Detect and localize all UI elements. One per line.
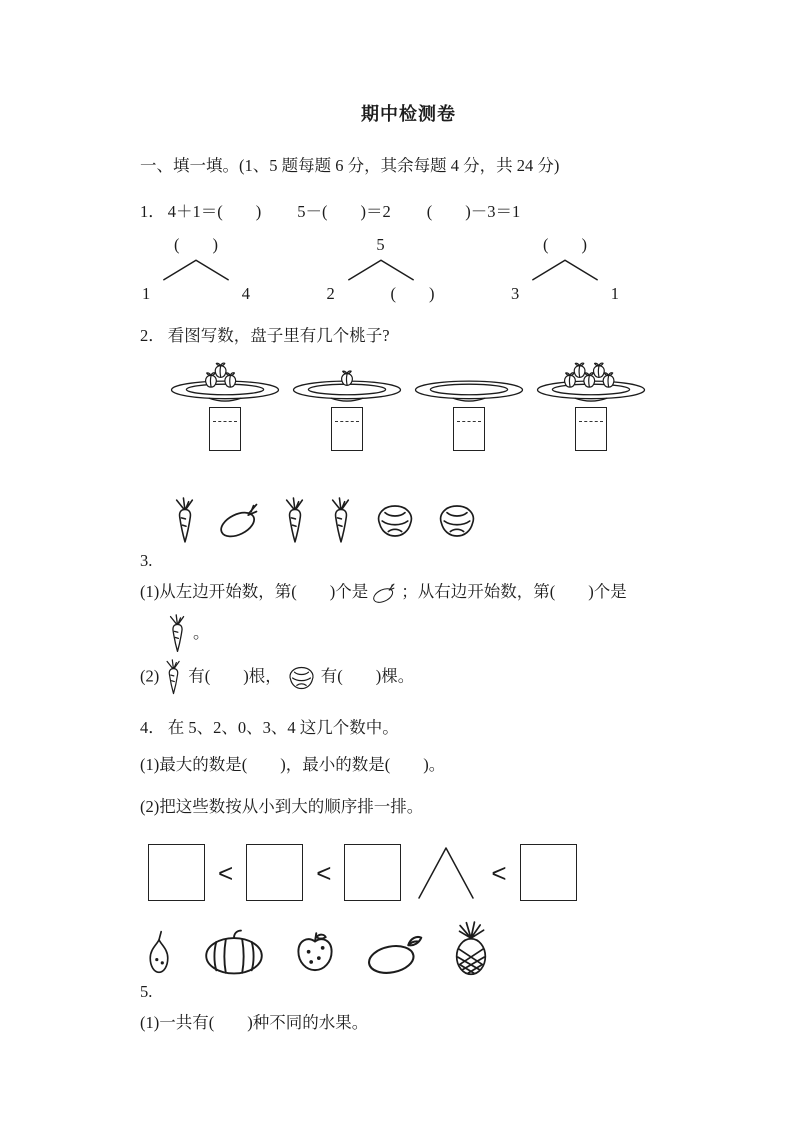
apple-icon xyxy=(292,930,338,976)
q1-expression-1 xyxy=(140,198,261,222)
peach-icon xyxy=(594,363,605,377)
q1-expression-3: ( )－3＝1 xyxy=(426,202,521,221)
bond-2-left-value: 2 xyxy=(326,284,335,303)
q4-part1: (1)最大的数是( )，最小的数是( )。 xyxy=(140,755,446,774)
question-2-line xyxy=(140,322,677,346)
order-box-4 xyxy=(520,844,577,901)
less-than-sign: < xyxy=(218,857,234,888)
question-5-number: 5. xyxy=(140,982,153,1001)
carrot-icon xyxy=(326,497,356,545)
bond-1-top-value: ( ) xyxy=(174,235,218,254)
peach-icon xyxy=(574,363,585,377)
q3-part2 xyxy=(140,659,677,696)
order-sequence-row xyxy=(148,844,677,901)
page-title: 期中检测卷 xyxy=(361,104,456,124)
vegetables-row xyxy=(170,497,677,545)
order-box-3 xyxy=(344,844,401,901)
number-bond-2 xyxy=(325,234,437,306)
less-than-sign: < xyxy=(491,857,507,888)
peach-icon xyxy=(206,373,217,387)
empty-plate xyxy=(412,352,526,405)
q3-part2-text-b: 有( )棵。 xyxy=(320,666,415,686)
peach-icon xyxy=(342,371,353,385)
bond-connector-icon xyxy=(157,258,235,282)
plate-cell-3 xyxy=(412,352,526,451)
cabbage-icon xyxy=(285,664,318,692)
plate-cell-1 xyxy=(168,352,282,451)
angle-mark-icon xyxy=(414,845,478,900)
writing-guide-dash xyxy=(579,421,603,422)
plate-cell-2 xyxy=(290,352,404,451)
q1-expression-1-text: 4＋1＝( ) xyxy=(167,202,262,221)
digit-writing-box-3 xyxy=(453,407,485,451)
eggplant-icon xyxy=(371,582,398,605)
plate-with-peaches-4 xyxy=(534,352,648,405)
number-bond-1 xyxy=(140,234,252,306)
q1-expression-2: 5－( )＝2 xyxy=(297,202,391,221)
q3-part1b-period: 。 xyxy=(193,623,210,642)
question-4-line xyxy=(140,714,677,738)
order-box-1 xyxy=(148,844,205,901)
fruits-row xyxy=(142,921,677,976)
carrot-icon xyxy=(165,614,190,654)
bond-connector-icon xyxy=(342,258,420,282)
question-1-line xyxy=(140,198,677,222)
bond-1-left-value: 1 xyxy=(142,284,151,303)
bond-connector-icon xyxy=(526,258,604,282)
question-4-text: 在 5、2、0、3、4 这几个数中。 xyxy=(167,718,399,737)
pear-icon xyxy=(142,930,176,976)
bond-1-right-value: 4 xyxy=(241,284,250,303)
section-1-header: 一、填一填。(1、5 题每题 6 分，其余每题 4 分，共 24 分) xyxy=(140,156,560,175)
digit-writing-box-2 xyxy=(331,407,363,451)
writing-guide-dash xyxy=(213,421,237,422)
q3-part1-text-before: (1)从左边开始数，第( )个是 xyxy=(140,582,369,601)
bond-3-left-value: 3 xyxy=(511,284,520,303)
plate-icon xyxy=(416,381,523,401)
order-box-2 xyxy=(246,844,303,901)
question-2-number: 2． xyxy=(140,326,165,345)
writing-guide-dash xyxy=(335,421,359,422)
number-bonds-row xyxy=(140,234,677,306)
q3-part2-text-a: 有( )根， xyxy=(188,666,282,686)
plate-cell-4 xyxy=(534,352,648,451)
bond-2-top-value: 5 xyxy=(376,235,385,254)
cabbage-icon xyxy=(372,501,418,541)
peach-icon xyxy=(215,363,226,377)
pineapple-icon xyxy=(450,921,492,976)
cabbage-icon xyxy=(434,501,480,541)
plates-row xyxy=(168,352,648,451)
peach-icon xyxy=(584,373,595,387)
carrot-icon xyxy=(280,497,310,545)
question-1-number: 1． xyxy=(140,202,165,221)
carrot-icon xyxy=(170,497,200,545)
bond-3-top-value: ( ) xyxy=(543,235,587,254)
peach-icon xyxy=(565,373,576,387)
plate-with-peaches-1 xyxy=(168,352,282,405)
carrot-icon xyxy=(162,659,185,696)
number-bond-3 xyxy=(509,234,621,306)
less-than-sign: < xyxy=(316,857,332,888)
digit-writing-box-1 xyxy=(209,407,241,451)
plate-icon xyxy=(172,381,279,401)
eggplant-icon xyxy=(216,501,264,541)
q3-part2-prefix: (2) xyxy=(140,666,160,686)
q5-part1: (1)一共有( )种不同的水果。 xyxy=(140,1013,369,1032)
peach-icon xyxy=(225,373,236,387)
plate-with-peaches-2 xyxy=(290,352,404,405)
writing-guide-dash xyxy=(457,421,481,422)
question-3-number: 3. xyxy=(140,551,153,570)
q3-part1-continued xyxy=(162,611,677,655)
watermelon-icon xyxy=(202,928,266,976)
q4-part2: (2)把这些数按从小到大的顺序排一排。 xyxy=(140,797,424,816)
bond-3-right-value: 1 xyxy=(610,284,619,303)
digit-writing-box-4 xyxy=(575,407,607,451)
question-4-number: 4． xyxy=(140,718,165,737)
mango-icon xyxy=(364,932,424,976)
peach-icon xyxy=(603,373,614,387)
bond-2-right-value: ( ) xyxy=(390,284,435,303)
q3-part1 xyxy=(140,577,677,607)
q3-part1-text-after: ；从右边开始数，第( )个是 xyxy=(401,582,627,601)
question-2-text: 看图写数，盘子里有几个桃子? xyxy=(167,326,390,345)
